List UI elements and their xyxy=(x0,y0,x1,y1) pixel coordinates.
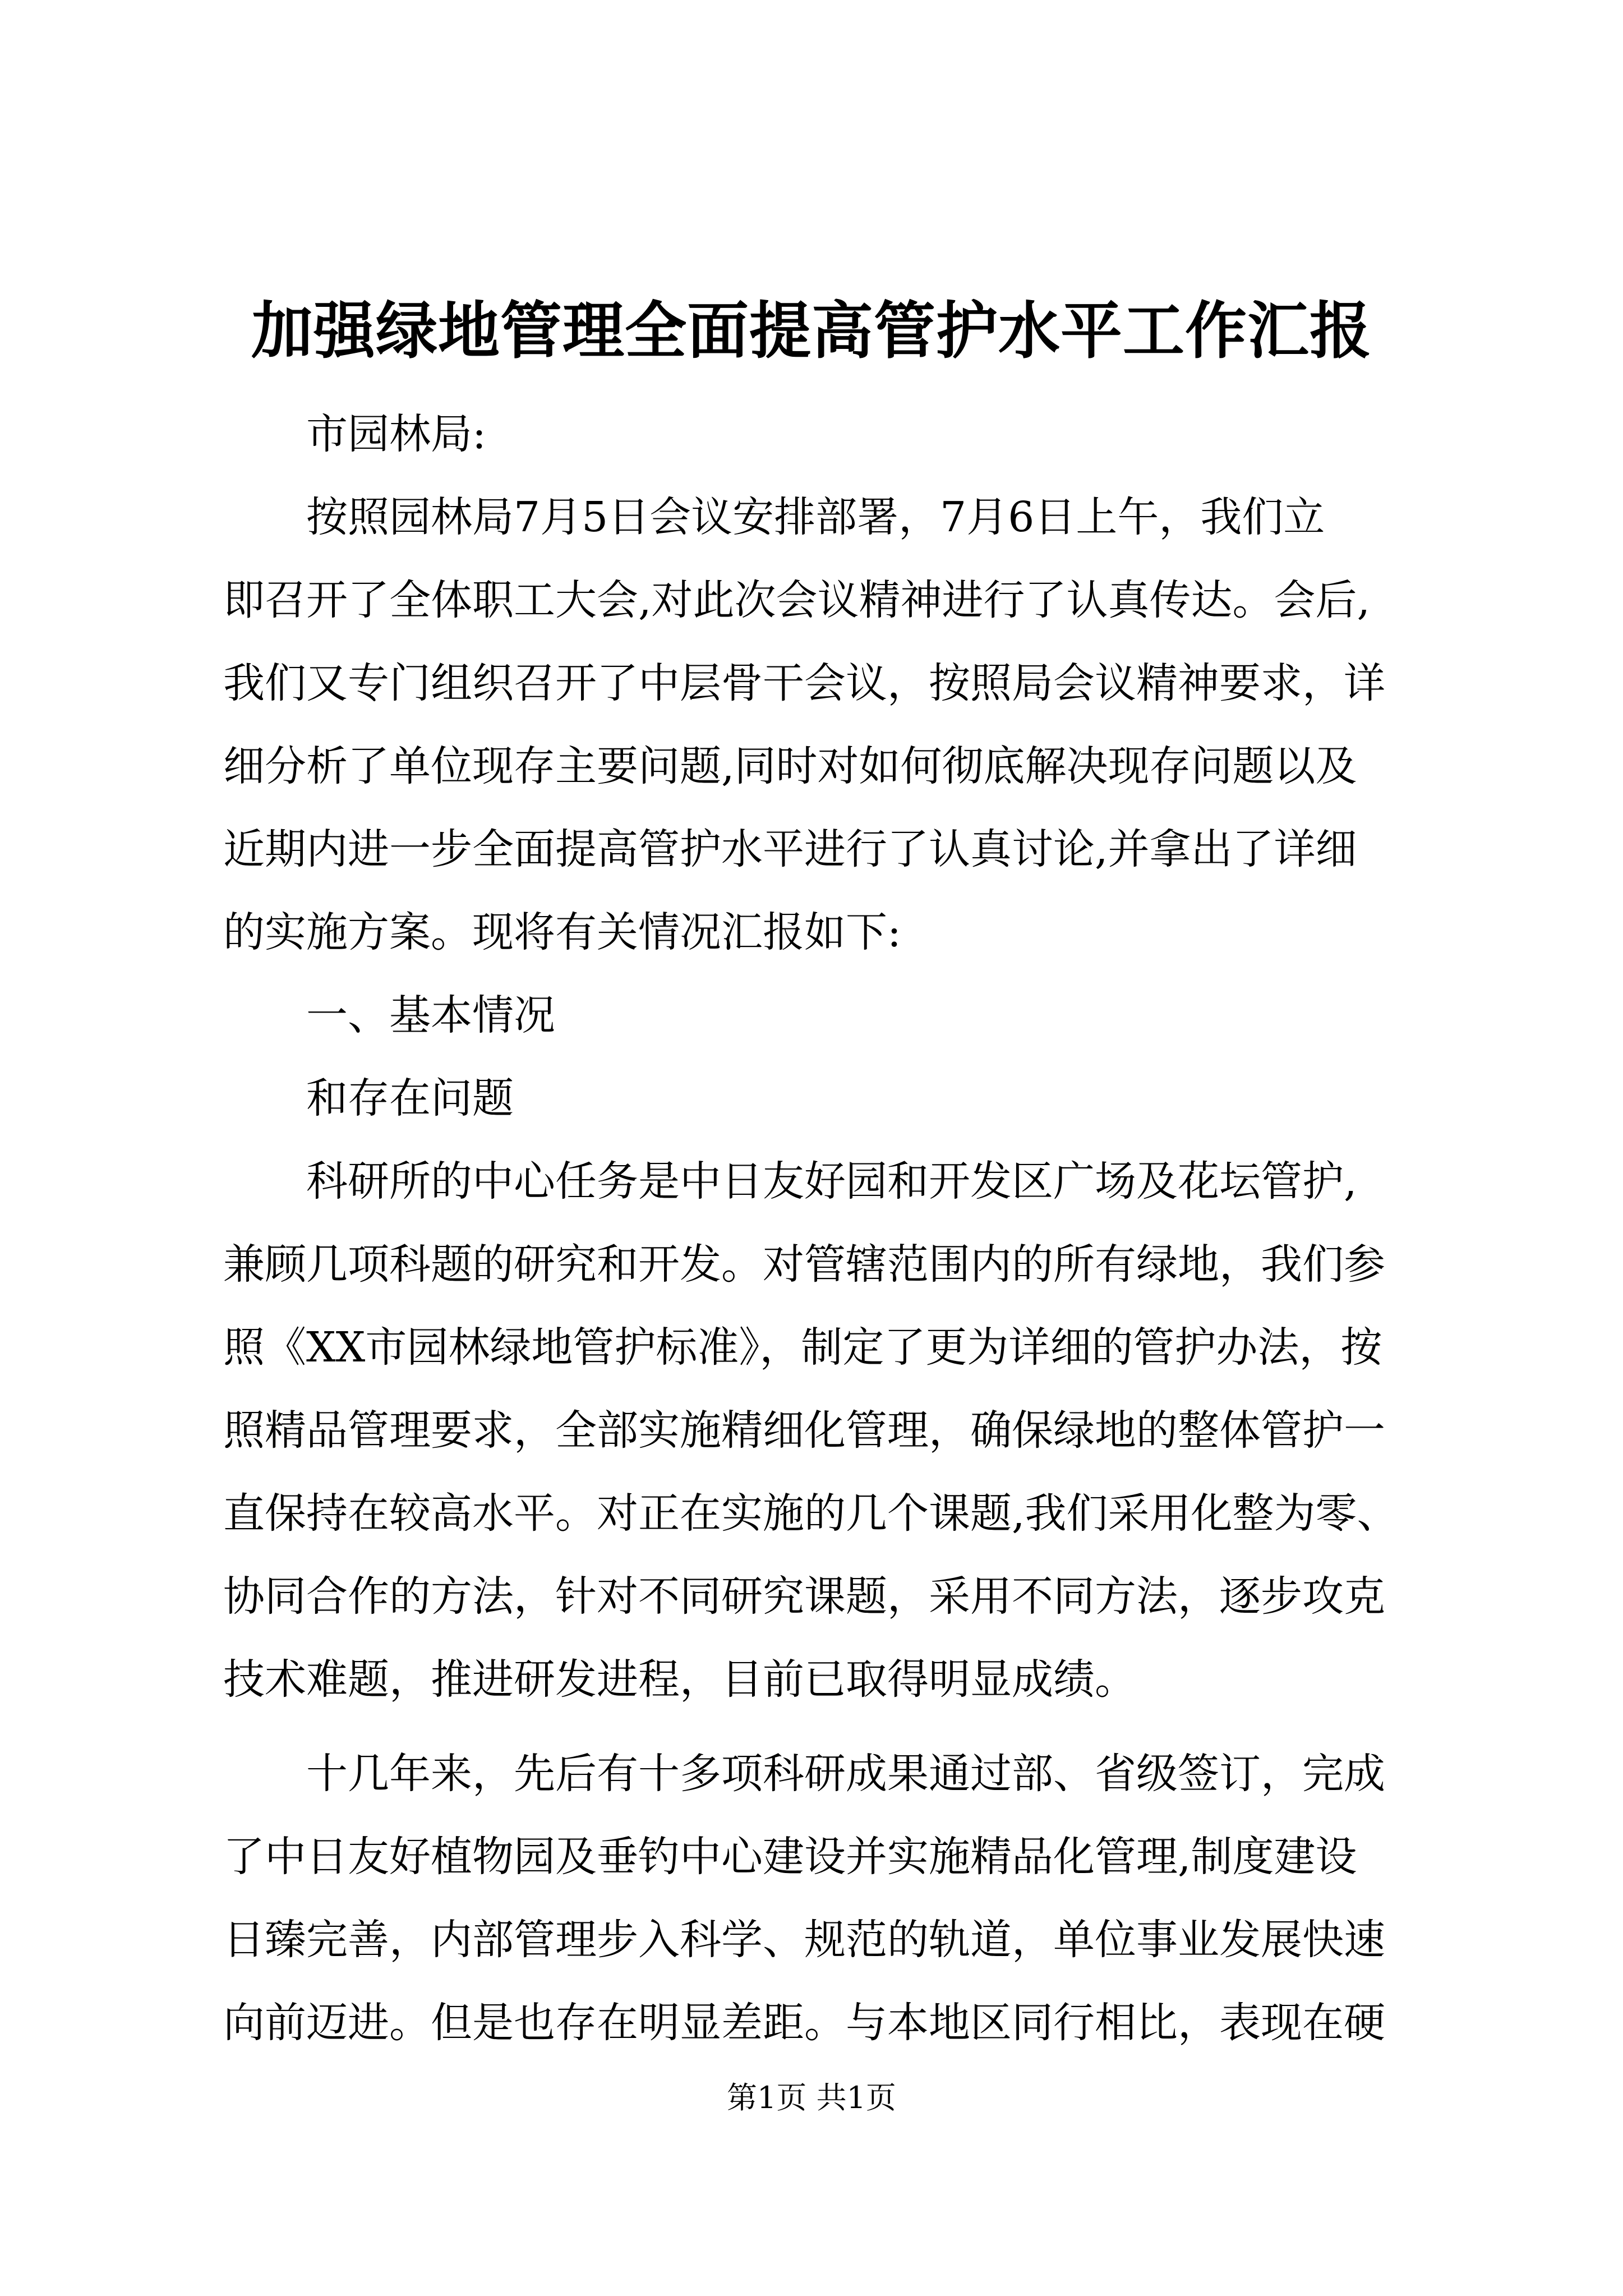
paragraph-line: 科研所的中心任务是中日友好园和开发区广场及花坛管护, xyxy=(306,1157,1357,1205)
paragraph-line: 向前迈进。但是也存在明显差距。与本地区同行相比，表现在硬 xyxy=(223,1999,1385,2047)
paragraph-line: 了中日友好植物园及垂钓中心建设并实施精品化管理,制度建设 xyxy=(223,1833,1357,1881)
paragraph-line: 近期内进一步全面提高管护水平进行了认真讨论,并拿出了详细 xyxy=(223,825,1357,873)
paragraph-line: 细分析了单位现存主要问题,同时对如何彻底解决现存问题以及 xyxy=(223,742,1357,790)
paragraph-gap xyxy=(223,1721,1446,1732)
paragraph-line: 按照园林局7月5日会议安排部署，7月6日上午，我们立 xyxy=(306,493,1325,541)
paragraph-line: 的实施方案。现将有关情况汇报如下: xyxy=(223,908,901,956)
section-heading: 一、基本情况 xyxy=(306,991,555,1039)
paragraph-line: 照《XX市园林绿地管护标准》，制定了更为详细的管护办法，按 xyxy=(223,1323,1382,1372)
paragraph-line: 日臻完善，内部管理步入科学、规范的轨道，单位事业发展快速 xyxy=(223,1916,1385,1964)
paragraph-line: 技术难题，推进研发进程，目前已取得明显成绩。 xyxy=(223,1655,1136,1704)
paragraph-line: 我们又专门组织召开了中层骨干会议，按照局会议精神要求，详 xyxy=(223,659,1385,707)
document-body xyxy=(223,393,1446,2064)
paragraph-line: 即召开了全体职工大会,对此次会议精神进行了认真传达。会后, xyxy=(223,576,1371,624)
paragraph-line: 协同合作的方法，针对不同研究课题，采用不同方法，逐步攻克 xyxy=(223,1572,1385,1621)
paragraph-line: 十几年来，先后有十多项科研成果通过部、省级签订，完成 xyxy=(306,1750,1385,1798)
salutation: 市园林局: xyxy=(306,410,486,458)
paragraph-line: 兼顾几项科题的研究和开发。对管辖范围内的所有绿地，我们参 xyxy=(223,1240,1385,1289)
section-heading-continued: 和存在问题 xyxy=(306,1074,514,1122)
document-title: 加强绿地管理全面提高管护水平工作汇报 xyxy=(251,295,1372,367)
page-number-footer: 第1页 共1页 xyxy=(727,2080,896,2115)
paragraph-line: 直保持在较高水平。对正在实施的几个课题,我们采用化整为零、 xyxy=(223,1489,1399,1538)
paragraph-line: 照精品管理要求，全部实施精细化管理，确保绿地的整体管护一 xyxy=(223,1406,1385,1455)
